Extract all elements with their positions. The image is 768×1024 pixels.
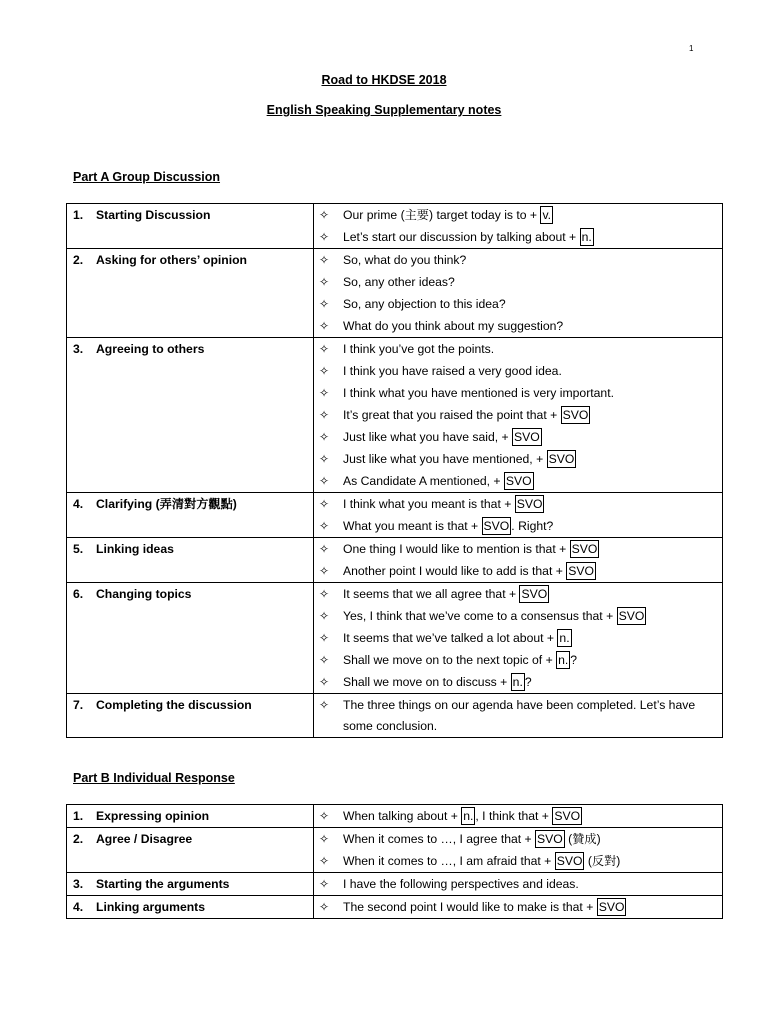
- phrase-text: [343, 606, 716, 627]
- row-number: 1.: [73, 208, 84, 222]
- phrase-segment: When talking about +: [343, 809, 462, 823]
- phrase-segment: Yes, I think that we’ve come to a consensus that +: [343, 609, 617, 623]
- diamond-bullet-icon: ✧: [319, 275, 330, 289]
- phrase-line: [319, 828, 716, 850]
- phrase-segment: Just like what you have said, +: [343, 430, 513, 444]
- diamond-bullet-icon: ✧: [319, 208, 330, 222]
- grammar-placeholder-box: SVO: [514, 430, 540, 444]
- phrase-line: [319, 649, 716, 671]
- phrase-line: [319, 249, 716, 271]
- grammar-placeholder-box: n.: [559, 631, 570, 645]
- row-phrases-cell: [314, 694, 723, 738]
- phrase-text: [343, 584, 716, 605]
- row-label-cell: [67, 896, 314, 919]
- phrase-text: [343, 897, 716, 918]
- diamond-bullet-icon: ✧: [319, 609, 330, 623]
- row-number: 3.: [73, 877, 84, 891]
- row-label: Agree / Disagree: [96, 832, 193, 846]
- row-label: Linking arguments: [96, 900, 206, 914]
- phrase-segment: Our prime (主要) target today is to +: [343, 208, 541, 222]
- row-phrases-cell: [314, 583, 723, 694]
- grammar-placeholder-box: SVO: [618, 609, 645, 623]
- page-number: 1: [689, 44, 694, 53]
- diamond-bullet-icon: ✧: [319, 877, 330, 891]
- phrase-text: [343, 449, 716, 470]
- diamond-bullet-icon: ✧: [319, 297, 330, 311]
- phrase-segment: What you meant is that +: [343, 519, 482, 533]
- phrase-line: [319, 896, 716, 918]
- phrase-segment: It’s great that you raised the point that +: [343, 408, 561, 422]
- phrase-segment: What do you think about my suggestion?: [343, 319, 564, 333]
- phrase-line: [319, 605, 716, 627]
- phrase-segment: One thing I would like to mention is that +: [343, 542, 570, 556]
- row-phrases-cell: [314, 538, 723, 583]
- table-row: [67, 493, 723, 538]
- row-label: Asking for others’ opinion: [96, 253, 247, 267]
- phrase-line: [319, 293, 716, 315]
- row-label: Completing the discussion: [96, 698, 252, 712]
- phrase-line: [319, 360, 716, 382]
- phrase-line: [319, 404, 716, 426]
- diamond-bullet-icon: ✧: [319, 342, 330, 356]
- phrase-segment: When it comes to …, I agree that +: [343, 832, 536, 846]
- row-label-cell: [67, 873, 314, 896]
- phrase-segment: Just like what you have mentioned, +: [343, 452, 547, 466]
- phrase-text: [343, 829, 716, 850]
- table-row: [67, 204, 723, 249]
- diamond-bullet-icon: ✧: [319, 587, 330, 601]
- grammar-placeholder-box: SVO: [554, 809, 581, 823]
- grammar-placeholder-box: SVO: [548, 452, 575, 466]
- grammar-placeholder-box: SVO: [483, 519, 510, 533]
- row-number: 4.: [73, 497, 84, 511]
- row-label-cell: [67, 249, 314, 338]
- phrase-line: [319, 515, 716, 537]
- row-label-cell: [67, 583, 314, 694]
- phrase-segment: So, what do you think?: [343, 253, 467, 267]
- phrase-line: [319, 338, 716, 360]
- row-number: 6.: [73, 587, 84, 601]
- phrase-text: [343, 294, 716, 315]
- phrase-segment: Shall we move on to discuss +: [343, 675, 511, 689]
- phrase-line: [319, 627, 716, 649]
- grammar-placeholder-box: SVO: [505, 474, 532, 488]
- row-label-cell: [67, 694, 314, 738]
- phrase-line: [319, 850, 716, 872]
- phrase-segment: I think you’ve got the points.: [343, 342, 495, 356]
- phrase-line: [319, 470, 716, 492]
- phrase-text: [343, 516, 716, 537]
- phrase-text: [343, 851, 716, 872]
- part-a-heading: Part A Group Discussion: [73, 170, 221, 184]
- phrase-text: [343, 874, 716, 895]
- diamond-bullet-icon: ✧: [319, 319, 330, 333]
- diamond-bullet-icon: ✧: [319, 386, 330, 400]
- diamond-bullet-icon: ✧: [319, 675, 330, 689]
- part-a-table-body: [67, 204, 723, 738]
- phrase-line: [319, 560, 716, 582]
- phrase-line: [319, 493, 716, 515]
- phrase-segment: ?: [524, 675, 532, 689]
- phrase-segment: So, any other ideas?: [343, 275, 455, 289]
- document-title: Road to HKDSE 2018: [321, 73, 447, 87]
- row-label-cell: [67, 338, 314, 493]
- phrase-text: [343, 316, 716, 337]
- phrase-segment: When it comes to …, I am afraid that +: [343, 854, 555, 868]
- row-phrases-cell: [314, 805, 723, 828]
- table-row: [67, 538, 723, 583]
- row-label-cell: [67, 204, 314, 249]
- row-phrases-cell: [314, 493, 723, 538]
- row-label: Changing topics: [96, 587, 192, 601]
- phrase-segment: I think what you meant is that +: [343, 497, 515, 511]
- diamond-bullet-icon: ✧: [319, 452, 330, 466]
- phrase-text: [343, 405, 716, 426]
- row-number: 4.: [73, 900, 84, 914]
- grammar-placeholder-box: SVO: [568, 564, 594, 578]
- row-number: 7.: [73, 698, 84, 712]
- phrase-text: [343, 650, 716, 671]
- row-number: 2.: [73, 253, 84, 267]
- part-b-heading: Part B Individual Response: [73, 771, 235, 785]
- table-row: [67, 873, 723, 896]
- phrase-segment: I think you have raised a very good idea.: [343, 364, 562, 378]
- row-label-cell: [67, 493, 314, 538]
- phrase-segment: As Candidate A mentioned, +: [343, 474, 504, 488]
- phrase-text: [343, 561, 716, 582]
- row-phrases-cell: [314, 204, 723, 249]
- diamond-bullet-icon: ✧: [319, 474, 330, 488]
- diamond-bullet-icon: ✧: [319, 809, 330, 823]
- table-row: [67, 896, 723, 919]
- diamond-bullet-icon: ✧: [319, 364, 330, 378]
- row-label: Linking ideas: [96, 542, 174, 556]
- diamond-bullet-icon: ✧: [319, 900, 330, 914]
- phrase-segment: . Right?: [511, 519, 554, 533]
- grammar-placeholder-box: n.: [558, 653, 569, 667]
- phrase-segment: So, any objection to this idea?: [343, 297, 506, 311]
- phrase-line: [319, 583, 716, 605]
- phrase-text: [343, 672, 716, 693]
- diamond-bullet-icon: ✧: [319, 430, 330, 444]
- phrase-text: [343, 272, 716, 293]
- row-number: 5.: [73, 542, 84, 556]
- diamond-bullet-icon: ✧: [319, 854, 330, 868]
- phrase-line: [319, 426, 716, 448]
- phrase-segment: Another point I would like to add is that +: [343, 564, 567, 578]
- row-label: Starting the arguments: [96, 877, 230, 891]
- table-row: [67, 805, 723, 828]
- grammar-placeholder-box: SVO: [537, 832, 563, 846]
- diamond-bullet-icon: ✧: [319, 519, 330, 533]
- row-label: Clarifying (弄清對方觀點): [96, 497, 237, 511]
- phrase-line: [319, 315, 716, 337]
- diamond-bullet-icon: ✧: [319, 542, 330, 556]
- phrase-segment: The second point I would like to make is that +: [343, 900, 597, 914]
- row-phrases-cell: [314, 896, 723, 919]
- table-row: [67, 694, 723, 738]
- row-label-cell: [67, 805, 314, 828]
- phrase-segment: I have the following perspectives and ideas.: [343, 877, 579, 891]
- phrase-text: [343, 339, 716, 360]
- row-number: 3.: [73, 342, 84, 356]
- phrase-segment: , I think that +: [475, 809, 553, 823]
- diamond-bullet-icon: ✧: [319, 832, 330, 846]
- phrase-segment: It seems that we all agree that +: [343, 587, 520, 601]
- phrase-text: [343, 806, 716, 827]
- phrase-text: [343, 695, 716, 737]
- grammar-placeholder-box: v.: [542, 208, 552, 222]
- row-number: 2.: [73, 832, 84, 846]
- grammar-placeholder-box: SVO: [571, 542, 598, 556]
- phrase-line: [319, 271, 716, 293]
- phrase-text: [343, 494, 716, 515]
- part-b-table-body: [67, 805, 723, 919]
- table-row: [67, 583, 723, 694]
- grammar-placeholder-box: SVO: [598, 900, 625, 914]
- phrase-text: [343, 383, 716, 404]
- diamond-bullet-icon: ✧: [319, 408, 330, 422]
- phrase-segment: Shall we move on to the next topic of +: [343, 653, 557, 667]
- phrase-text: [343, 361, 716, 382]
- phrase-line: [319, 382, 716, 404]
- grammar-placeholder-box: SVO: [556, 854, 583, 868]
- phrase-text: [343, 227, 716, 248]
- grammar-placeholder-box: SVO: [521, 587, 548, 601]
- row-phrases-cell: [314, 338, 723, 493]
- phrase-segment: The three things on our agenda have been completed. Let’s have some conclusion.: [343, 698, 696, 733]
- row-label-cell: [67, 538, 314, 583]
- phrase-text: [343, 628, 716, 649]
- table-row: [67, 338, 723, 493]
- phrase-line: [319, 873, 716, 895]
- table-row: [67, 249, 723, 338]
- diamond-bullet-icon: ✧: [319, 230, 330, 244]
- diamond-bullet-icon: ✧: [319, 253, 330, 267]
- row-label: Agreeing to others: [96, 342, 205, 356]
- phrase-segment: (贊成): [564, 832, 601, 846]
- part-b-table: [66, 804, 723, 919]
- phrase-text: [343, 205, 716, 226]
- phrase-text: [343, 539, 716, 560]
- phrase-text: [343, 250, 716, 271]
- row-phrases-cell: [314, 873, 723, 896]
- phrase-line: [319, 226, 716, 248]
- phrase-line: [319, 538, 716, 560]
- row-number: 1.: [73, 809, 84, 823]
- row-label: Expressing opinion: [96, 809, 210, 823]
- phrase-text: [343, 427, 716, 448]
- phrase-line: [319, 671, 716, 693]
- phrase-segment: It seems that we’ve talked a lot about +: [343, 631, 558, 645]
- grammar-placeholder-box: SVO: [562, 408, 589, 422]
- phrase-line: [319, 448, 716, 470]
- phrase-text: [343, 471, 716, 492]
- phrase-segment: (反對): [584, 854, 621, 868]
- document-subtitle: English Speaking Supplementary notes: [266, 103, 502, 117]
- diamond-bullet-icon: ✧: [319, 564, 330, 578]
- row-label: Starting Discussion: [96, 208, 211, 222]
- row-label-cell: [67, 828, 314, 873]
- table-row: [67, 828, 723, 873]
- phrase-line: [319, 805, 716, 827]
- phrase-segment: ?: [570, 653, 578, 667]
- row-phrases-cell: [314, 828, 723, 873]
- row-phrases-cell: [314, 249, 723, 338]
- phrase-line: [319, 694, 716, 737]
- diamond-bullet-icon: ✧: [319, 653, 330, 667]
- diamond-bullet-icon: ✧: [319, 631, 330, 645]
- diamond-bullet-icon: ✧: [319, 698, 330, 712]
- phrase-line: [319, 204, 716, 226]
- diamond-bullet-icon: ✧: [319, 497, 330, 511]
- grammar-placeholder-box: n.: [512, 675, 523, 689]
- phrase-segment: I think what you have mentioned is very important.: [343, 386, 614, 400]
- grammar-placeholder-box: SVO: [516, 497, 543, 511]
- part-a-table: [66, 203, 723, 738]
- grammar-placeholder-box: n.: [463, 809, 474, 823]
- grammar-placeholder-box: n.: [581, 230, 592, 244]
- phrase-segment: Let’s start our discussion by talking about +: [343, 230, 580, 244]
